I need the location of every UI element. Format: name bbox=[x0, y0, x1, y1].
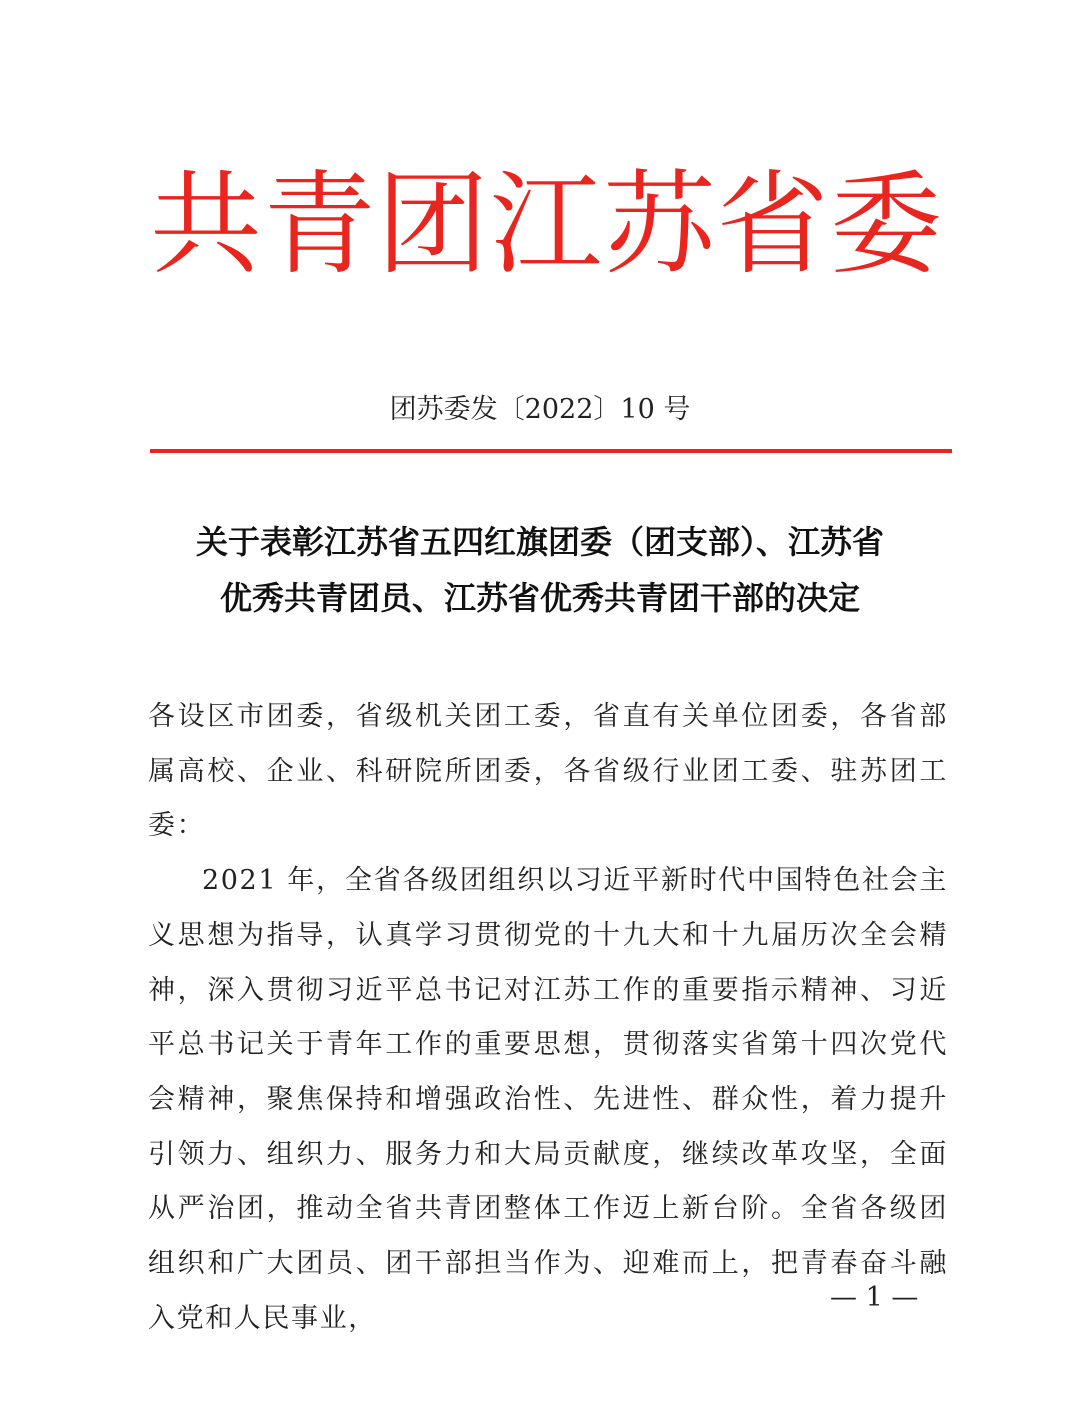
masthead-char: 江 bbox=[489, 160, 602, 290]
masthead-char: 共 bbox=[150, 160, 262, 290]
title-line-1: 关于表彰江苏省五四红旗团委（团支部）、江苏省 bbox=[195, 523, 884, 561]
document-body bbox=[148, 690, 948, 1346]
masthead-title bbox=[150, 160, 940, 290]
masthead-char: 省 bbox=[716, 160, 829, 290]
masthead-char: 团 bbox=[376, 160, 489, 290]
document-title bbox=[0, 514, 1080, 626]
title-line-2: 优秀共青团员、江苏省优秀共青团干部的决定 bbox=[219, 579, 860, 617]
masthead-char: 青 bbox=[263, 160, 376, 290]
document-number: 团苏委发〔2022〕10 号 bbox=[389, 394, 691, 425]
masthead-char: 苏 bbox=[603, 160, 716, 290]
addressee-paragraph: 各设区市团委，省级机关团工委，省直有关单位团委，各省部属高校、企业、科研院所团委，各省级行业团工委、驻苏团工委： bbox=[148, 701, 948, 842]
red-divider-line bbox=[150, 449, 952, 453]
page-number: — 1 — bbox=[830, 1282, 919, 1313]
masthead-char: 委 bbox=[829, 160, 942, 290]
body-paragraph-1: 2021 年，全省各级团组织以习近平新时代中国特色社会主义思想为指导，认真学习贯彻党的十九大和十九届历次全会精神，深入贯彻习近平总书记对江苏工作的重要指示精神、习近平总书记关于青年工作的重要思想，贯彻落实省第十四次党代会精神，聚焦保持和增强政治性、先进性、群众性，着力提升引领力、组织力、服务力和大局贡献度，继续改革攻坚，全面从严治团，推动全省共青团整体工作迈上新台阶。全省各级团组织和广大团员、团干部担当作为、迎难而上，把青春奋斗融入党和人民事业， bbox=[148, 865, 948, 1334]
